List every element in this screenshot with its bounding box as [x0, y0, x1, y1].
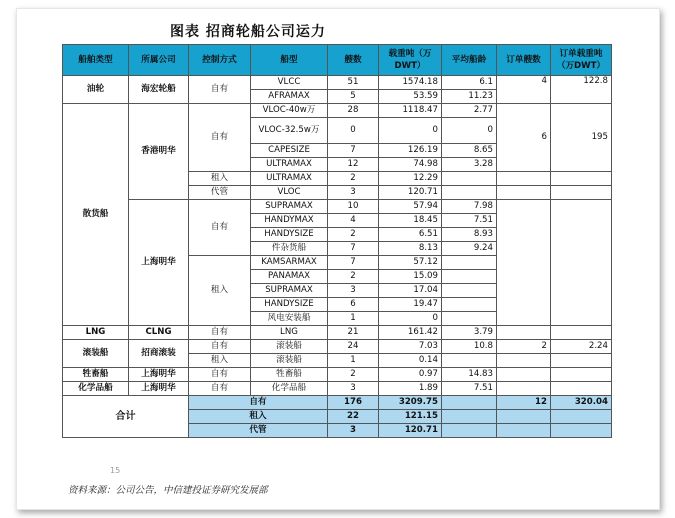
cell-control: 租入: [189, 354, 251, 368]
cell-company: 上海明华: [129, 200, 189, 326]
total-managed-age: [442, 424, 497, 438]
cell-control: 自有: [189, 368, 251, 382]
cell-dwt: 53.59: [379, 90, 442, 104]
cell-ship-class: SUPRAMAX: [251, 284, 328, 298]
cell-age: 8.93: [442, 228, 497, 242]
table-row: [63, 104, 612, 118]
cell-age: 14.83: [442, 368, 497, 382]
cell-count: 2: [328, 368, 379, 382]
cell-order-dwt: [551, 326, 612, 340]
cell-dwt: 126.19: [379, 144, 442, 158]
cell-count: 2: [328, 172, 379, 186]
cell-orders: [497, 326, 551, 340]
header-count: 艘数: [328, 45, 379, 76]
cell-count: 2: [328, 270, 379, 284]
table-row: [63, 368, 612, 382]
cell-order-dwt: [551, 354, 612, 368]
cell-count: 4: [328, 214, 379, 228]
cell-ship-class: VLOC: [251, 186, 328, 200]
cell-orders: 2: [497, 340, 551, 354]
cell-ship-class: 件杂货船: [251, 242, 328, 256]
table-title: 图表 招商轮船公司运力: [170, 24, 326, 40]
cell-dwt: 19.47: [379, 298, 442, 312]
cell-ship-type: 牲畜船: [63, 368, 129, 382]
cell-control: 自有: [189, 104, 251, 172]
cell-ship-class: ULTRAMAX: [251, 172, 328, 186]
total-own-count: 176: [328, 396, 379, 410]
total-managed-dwt: 120.71: [379, 424, 442, 438]
cell-company: CLNG: [129, 326, 189, 340]
cell-order-dwt: 195: [551, 104, 612, 172]
cell-control: 代管: [189, 186, 251, 200]
cell-ship-class: VLOC-40w万: [251, 104, 328, 118]
cell-age: 7.98: [442, 200, 497, 214]
cell-dwt: 12.29: [379, 172, 442, 186]
header-ship-class: 船型: [251, 45, 328, 76]
cell-age: 7.51: [442, 382, 497, 396]
cell-dwt: 1118.47: [379, 104, 442, 118]
cell-age: [442, 284, 497, 298]
cell-count: 7: [328, 256, 379, 270]
cell-count: 28: [328, 104, 379, 118]
cell-dwt: 1574.18: [379, 76, 442, 90]
table-row: [63, 326, 612, 340]
cell-count: 7: [328, 144, 379, 158]
table-row: [63, 382, 612, 396]
cell-order-dwt: [551, 200, 612, 326]
cell-count: 0: [328, 118, 379, 144]
cell-control: 自有: [189, 76, 251, 104]
cell-dwt: 0: [379, 312, 442, 326]
cell-age: [442, 172, 497, 186]
cell-control: 自有: [189, 340, 251, 354]
cell-age: 11.23: [442, 90, 497, 104]
cell-age: 0: [442, 118, 497, 144]
cell-dwt: 15.09: [379, 270, 442, 284]
cell-dwt: 6.51: [379, 228, 442, 242]
cell-age: [442, 186, 497, 200]
cell-count: 3: [328, 382, 379, 396]
header-control: 控制方式: [189, 45, 251, 76]
cell-orders: [497, 186, 551, 200]
cell-company: 上海明华: [129, 368, 189, 382]
total-managed-count: 3: [328, 424, 379, 438]
cell-company: 海宏轮船: [129, 76, 189, 104]
cell-company: 招商滚装: [129, 340, 189, 368]
total-chartered-age: [442, 410, 497, 424]
total-own-age: [442, 396, 497, 410]
total-managed-order-dwt: [551, 424, 612, 438]
cell-age: [442, 270, 497, 284]
cell-dwt: 0.14: [379, 354, 442, 368]
cell-order-dwt: [551, 382, 612, 396]
table-row: [63, 76, 612, 90]
cell-ship-class: VLCC: [251, 76, 328, 90]
total-chartered-dwt: 121.15: [379, 410, 442, 424]
cell-ship-type: 油轮: [63, 76, 129, 104]
cell-orders: [497, 200, 551, 326]
cell-count: 7: [328, 242, 379, 256]
cell-age: 3.28: [442, 158, 497, 172]
cell-company: 香港明华: [129, 104, 189, 200]
cell-control: 租入: [189, 172, 251, 186]
cell-ship-class: ULTRAMAX: [251, 158, 328, 172]
cell-dwt: 57.12: [379, 256, 442, 270]
cell-age: [442, 312, 497, 326]
total-chartered-order-dwt: [551, 410, 612, 424]
cell-ship-class: LNG: [251, 326, 328, 340]
total-own-order-dwt: 320.04: [551, 396, 612, 410]
header-orders: 订单艘数: [497, 45, 551, 76]
fleet-capacity-table: [62, 44, 612, 438]
cell-age: [442, 256, 497, 270]
cell-count: 51: [328, 76, 379, 90]
cell-dwt: 74.98: [379, 158, 442, 172]
cell-ship-class: HANDYMAX: [251, 214, 328, 228]
cell-ship-class: 化学品船: [251, 382, 328, 396]
cell-ship-class: HANDYSIZE: [251, 228, 328, 242]
cell-control: 自有: [189, 382, 251, 396]
cell-count: 24: [328, 340, 379, 354]
cell-age: 10.8: [442, 340, 497, 354]
cell-ship-class: CAPESIZE: [251, 144, 328, 158]
cell-ship-class: 滚装船: [251, 340, 328, 354]
header-dwt: 载重吨（万DWT）: [379, 45, 442, 76]
cell-count: 5: [328, 90, 379, 104]
total-label: 合计: [63, 396, 189, 438]
total-row-own: [63, 396, 612, 410]
cell-age: [442, 298, 497, 312]
cell-ship-class: 滚装船: [251, 354, 328, 368]
cell-order-dwt: [551, 186, 612, 200]
cell-order-dwt: 122.8: [551, 76, 612, 104]
total-chartered-orders: [497, 410, 551, 424]
cell-ship-class: VLOC-32.5w万: [251, 118, 328, 144]
header-ship-type: 船舶类型: [63, 45, 129, 76]
cell-control: 自有: [189, 200, 251, 256]
cell-count: 6: [328, 298, 379, 312]
total-chartered-label: 租入: [189, 410, 328, 424]
cell-count: 2: [328, 228, 379, 242]
cell-count: 3: [328, 284, 379, 298]
cell-order-dwt: [551, 172, 612, 186]
cell-dwt: 7.03: [379, 340, 442, 354]
cell-orders: [497, 172, 551, 186]
cell-dwt: 0.97: [379, 368, 442, 382]
cell-dwt: 161.42: [379, 326, 442, 340]
cell-age: [442, 354, 497, 368]
cell-age: 8.65: [442, 144, 497, 158]
header-row: [63, 45, 612, 76]
cell-ship-class: 牲畜船: [251, 368, 328, 382]
cell-count: 1: [328, 354, 379, 368]
cell-ship-class: 风电安装船: [251, 312, 328, 326]
total-own-dwt: 3209.75: [379, 396, 442, 410]
total-managed-orders: [497, 424, 551, 438]
cell-orders: [497, 382, 551, 396]
cell-dwt: 0: [379, 118, 442, 144]
cell-order-dwt: [551, 368, 612, 382]
cell-age: 6.1: [442, 76, 497, 90]
cell-count: 12: [328, 158, 379, 172]
cell-dwt: 17.04: [379, 284, 442, 298]
total-own-orders: 12: [497, 396, 551, 410]
cell-age: 2.77: [442, 104, 497, 118]
cell-order-dwt: 2.24: [551, 340, 612, 354]
cell-ship-type: 化学品船: [63, 382, 129, 396]
cell-orders: [497, 354, 551, 368]
page-number: 15: [110, 466, 121, 475]
header-order-dwt: 订单载重吨（万DWT）: [551, 45, 612, 76]
cell-ship-class: SUPRAMAX: [251, 200, 328, 214]
cell-control: 自有: [189, 326, 251, 340]
cell-orders: 4: [497, 76, 551, 104]
cell-dwt: 120.71: [379, 186, 442, 200]
cell-orders: [497, 368, 551, 382]
table-row: [63, 340, 612, 354]
cell-dwt: 18.45: [379, 214, 442, 228]
cell-ship-class: HANDYSIZE: [251, 298, 328, 312]
cell-dwt: 1.89: [379, 382, 442, 396]
cell-control: 租入: [189, 256, 251, 326]
cell-age: 7.51: [442, 214, 497, 228]
cell-count: 21: [328, 326, 379, 340]
cell-orders: 6: [497, 104, 551, 172]
total-managed-label: 代管: [189, 424, 328, 438]
cell-ship-class: PANAMAX: [251, 270, 328, 284]
cell-count: 1: [328, 312, 379, 326]
source-note: 资料来源：公司公告，中信建投证券研究发展部: [68, 485, 268, 496]
cell-ship-type: LNG: [63, 326, 129, 340]
cell-count: 10: [328, 200, 379, 214]
cell-ship-type: 滚装船: [63, 340, 129, 368]
cell-ship-class: KAMSARMAX: [251, 256, 328, 270]
total-chartered-count: 22: [328, 410, 379, 424]
cell-ship-type: 散货船: [63, 104, 129, 326]
cell-ship-class: AFRAMAX: [251, 90, 328, 104]
total-own-label: 自有: [189, 396, 328, 410]
cell-age: 9.24: [442, 242, 497, 256]
cell-count: 3: [328, 186, 379, 200]
header-company: 所属公司: [129, 45, 189, 76]
header-avg-age: 平均船龄: [442, 45, 497, 76]
cell-dwt: 57.94: [379, 200, 442, 214]
cell-company: 上海明华: [129, 382, 189, 396]
table-row: [63, 200, 612, 214]
cell-dwt: 8.13: [379, 242, 442, 256]
cell-age: 3.79: [442, 326, 497, 340]
